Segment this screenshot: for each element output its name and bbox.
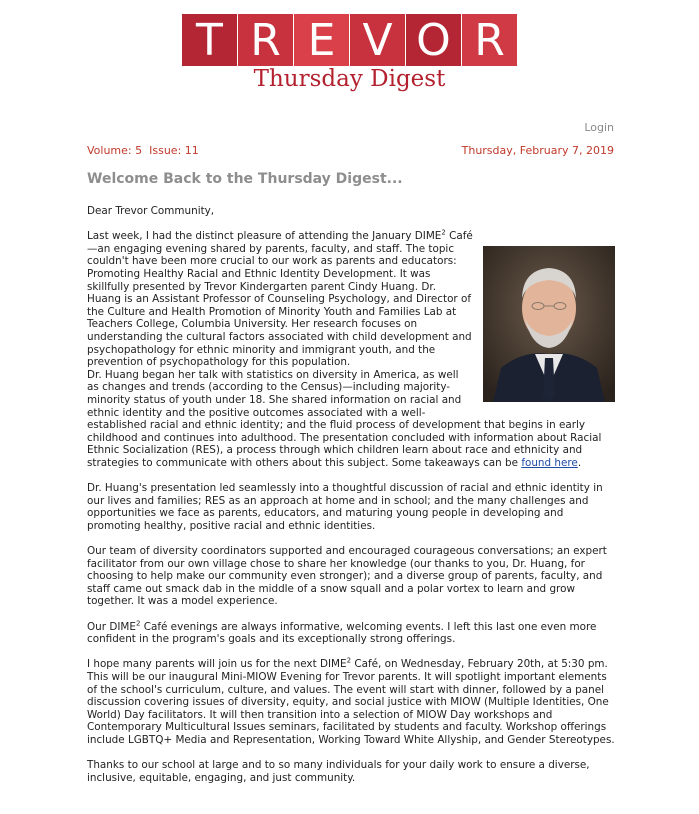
paragraph-5: Our DIME$^2$ Café evenings are always informative, welcoming events. I left this last one even more confident in the program's goals and its exceptionally strong offerings. xyxy=(87,619,597,646)
paragraph-1: Last week, I had the distinct pleasure of attending the January DIME$^2$ Café—an engaging evening shared by parents, faculty, and staff. The topic couldn't have been more crucial to our work as parents and educators: Promoting Healthy Racial and Ethnic Identity Development. It was skillfully presented by Trevor Kindergarten parent Cindy Huang. Dr. Huang is an Assistant Professor of Counseling Psychology, and Director of the Culture and Health Promotion of Minority Youth and Families Lab at Teachers College, Columbia University. Her research focuses on understanding the cultural factors associated with child development and psychopathology for ethnic minority and immigrant youth, and the prevention of psychopathology for this population. xyxy=(87,228,473,369)
portrait-image xyxy=(483,246,615,402)
logo-letter-tile: T xyxy=(182,14,237,66)
paragraph-4: Our team of diversity coordinators supported and encouraged courageous conversations; an expert facilitator from our own village chose to share her knowledge (our thanks to you, Dr. Huang, for choosing to help make our community even stronger); and a diverse group of parents, faculty, and staff came out smack dab in the middle of a snow squall and a polar vortex to learn and grow together. It was a model experience. xyxy=(87,545,607,608)
paragraph-2: Dr. Huang began her talk with statistics on diversity in America, as well as changes and trends (according to the Census)—including majority-minority status of youth under 18. She shared information on racial and ethnic identity and the positive outcomes associated with a well-established racial and ethnic identity; and the fluid process of development that begins in early childhood and continues into adulthood. The presentation concluded with information about Racial Ethnic Socialization (RES), a process through which children learn about race and ethnicity and strategies to communicate with others about this subject. Some takeaways can be found here. xyxy=(87,368,602,469)
paragraph-6: I hope many parents will join us for the next DIME$^2$ Café, on Wednesday, February 20th, at 5:30 pm. This will be our inaugural Mini-MIOW Evening for Trevor parents. It will spotlight important elements of the school's curriculum, culture, and values. The event will start with dinner, followed by a panel discussion covering issues of diversity, equity, and social justice with MIOW (Multiple Identities, One World) Day facilitators. It will then transition into a selection of MIOW Day workshops and Contemporary Multicultural Issues seminars, facilitated by students and faculty. Workshop offerings include LGBTQ+ Media and Representation, Working Toward White Allyship, and Gender Stereotypes. xyxy=(87,656,615,746)
paragraph-7: Thanks to our school at large and to so many individuals for your daily work to ensure a diverse, inclusive, equitable, engaging, and just community. xyxy=(87,759,590,784)
trevor-logo xyxy=(182,14,517,66)
issue-label: Issue: 11 xyxy=(149,144,199,157)
logo-letter-tile: R xyxy=(462,14,517,66)
logo-letter-tile: V xyxy=(350,14,405,66)
article-body xyxy=(87,205,615,784)
volume-label: Volume: 5 xyxy=(87,144,143,157)
issue-date: Thursday, February 7, 2019 xyxy=(461,144,614,157)
author-photo xyxy=(483,246,615,402)
page-title: Welcome Back to the Thursday Digest... xyxy=(87,171,403,187)
logo-letter-tile: R xyxy=(238,14,293,66)
digest-subtitle: Thursday Digest xyxy=(253,66,446,92)
greeting: Dear Trevor Community, xyxy=(87,205,215,217)
login-link[interactable]: Login xyxy=(584,121,614,134)
found-here-link[interactable]: found here xyxy=(521,456,578,469)
volume-issue xyxy=(87,144,199,157)
logo-letter-tile: O xyxy=(406,14,461,66)
logo-letter-tile: E xyxy=(294,14,349,66)
paragraph-3: Dr. Huang's presentation led seamlessly into a thoughtful discussion of racial and ethnic identity in our lives and families; RES as an approach at home and in school; and the many challenges and opportunities we face as parents, educators, and maturing young people in developing and promoting healthy, positive racial and ethnic identities. xyxy=(87,482,603,532)
